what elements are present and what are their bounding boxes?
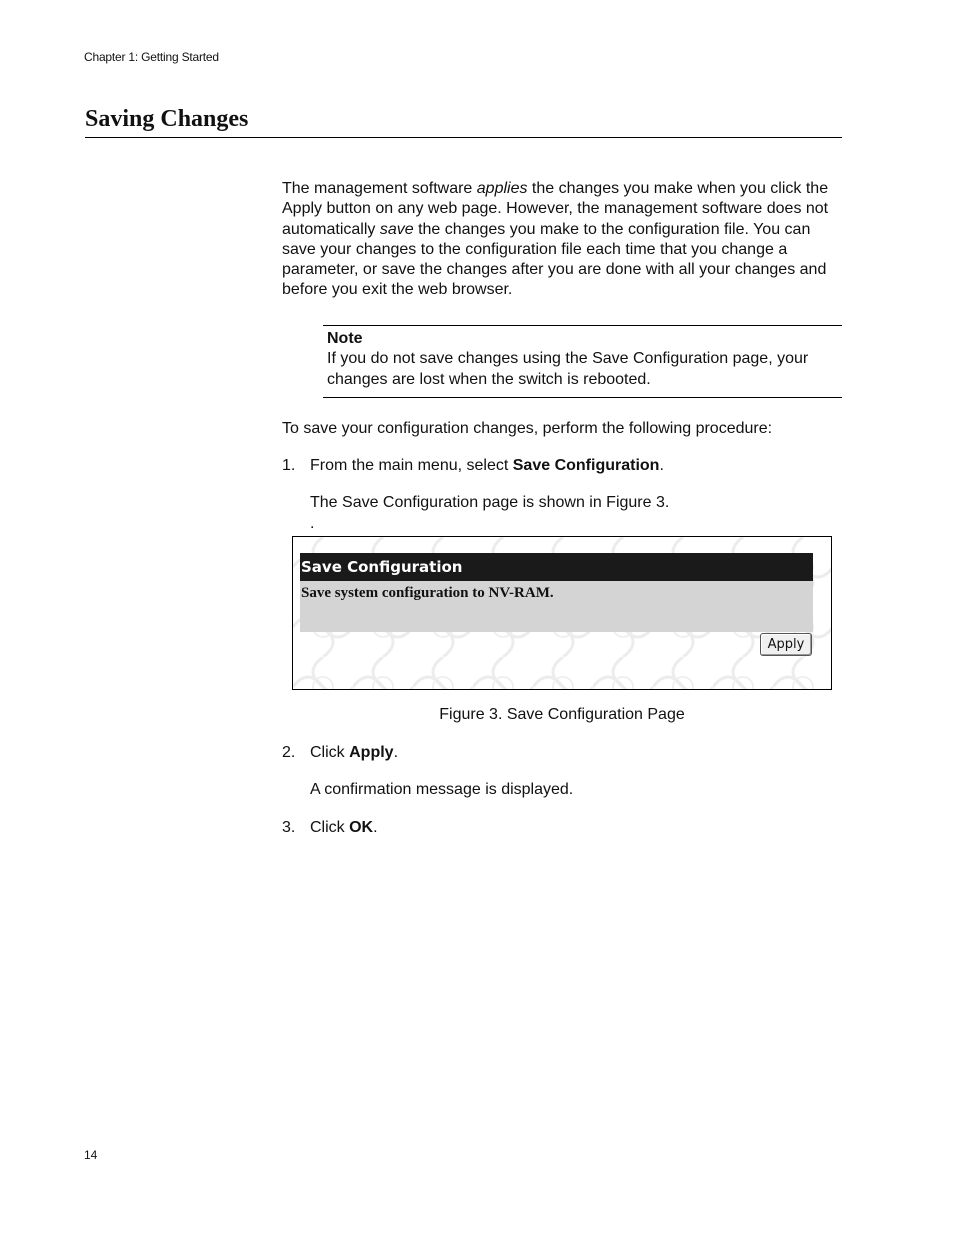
step-text xyxy=(310,743,398,763)
step-text-post: . xyxy=(393,744,399,761)
page-number: 14 xyxy=(84,1148,98,1162)
note-text: If you do not save changes using the Save Configuration page, your changes are lost when the switch is rebooted. xyxy=(327,350,809,388)
intro-text-1: The management software xyxy=(282,180,477,197)
intro-emphasis-save: save xyxy=(379,220,414,238)
step-text-pre: From the main menu, select xyxy=(310,457,513,474)
step-text-bold: OK xyxy=(349,819,374,836)
stray-period: . xyxy=(310,515,315,532)
step-text-pre: Click xyxy=(310,819,350,836)
step-text-post: . xyxy=(659,457,664,474)
step-text xyxy=(310,818,378,838)
intro-text-2: the changes you make when you click the Apply button on any web page. However, the management software does not automatically xyxy=(282,180,829,238)
intro-emphasis-applies: applies xyxy=(476,180,528,197)
step-number: 3. xyxy=(282,819,296,836)
step-2-result: A confirmation message is displayed. xyxy=(310,781,574,798)
step-text xyxy=(310,456,664,476)
step-number: 2. xyxy=(282,744,296,761)
procedure-intro: To save your configuration changes, perform the following procedure: xyxy=(282,420,773,437)
running-head: Chapter 1: Getting Started xyxy=(84,50,219,64)
step-text-pre: Click xyxy=(310,744,350,761)
figure-caption: Figure 3. Save Configuration Page xyxy=(439,706,685,723)
apply-button[interactable]: Apply xyxy=(760,633,812,656)
panel-header: Save Configuration xyxy=(300,553,813,581)
step-1-result: The Save Configuration page is shown in Figure 3. xyxy=(310,494,670,511)
step-text-post: . xyxy=(373,819,378,836)
step-text-bold: Save Configuration xyxy=(512,457,660,474)
figure-save-configuration xyxy=(292,536,832,690)
note-box xyxy=(323,325,842,398)
section-title: Saving Changes xyxy=(85,106,842,138)
note-title: Note xyxy=(327,330,363,347)
step-text-bold: Apply xyxy=(349,744,394,761)
panel-body-text: Save system configuration to NV-RAM. xyxy=(300,581,813,632)
step-number: 1. xyxy=(282,457,296,474)
intro-text-3: the changes you make to the configuration file. You can save your changes to the configuration file each time that you change a parameter, or save the changes after you are done with all your changes and before you exit the web browser. xyxy=(282,220,827,299)
intro-paragraph xyxy=(282,179,844,301)
